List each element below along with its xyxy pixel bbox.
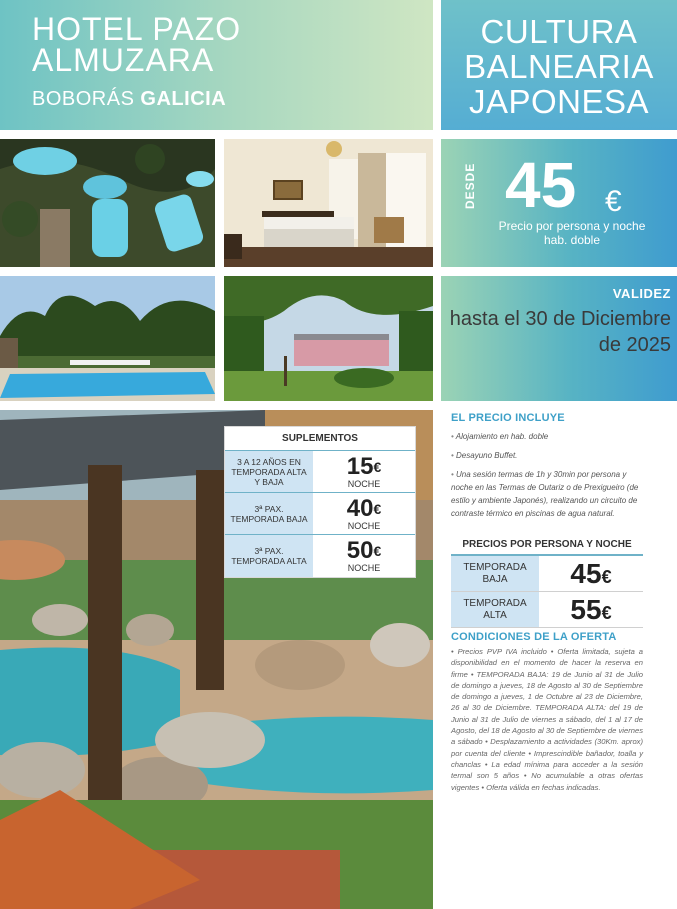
hotel-location [32, 88, 226, 111]
supplement-label: 3 A 12 AÑOS EN TEMPORADA ALTA Y BAJA [225, 451, 313, 492]
supplement-label: 3ª PAX. TEMPORADA ALTA [225, 535, 313, 577]
location-region: GALICIA [140, 88, 227, 110]
price-description: Precio por persona y noche hab. doble [498, 219, 646, 247]
supplements-title: SUPLEMENTOS [225, 427, 415, 451]
supplement-row [225, 451, 415, 493]
supplement-unit: NOCHE [347, 563, 381, 573]
location-town: BOBORÁS [32, 88, 135, 110]
culture-header [441, 0, 677, 130]
supplement-price [313, 451, 415, 492]
supplement-unit: NOCHE [347, 521, 381, 531]
supplement-amount: 40 [346, 495, 374, 522]
supplement-currency: € [373, 459, 382, 475]
validity-box [441, 276, 677, 401]
season-label: TEMPORADA ALTA [451, 592, 539, 627]
conditions-title: CONDICIONES DE LA OFERTA [451, 631, 617, 643]
validity-label: VALIDEZ [612, 286, 671, 301]
supplement-price [313, 535, 415, 577]
validity-text: hasta el 30 de Diciembre de 2025 [449, 308, 671, 356]
includes-title: EL PRECIO INCLUYE [451, 412, 565, 424]
hotel-room-photo [224, 139, 433, 267]
price-row [451, 556, 643, 592]
supplements-table [224, 426, 416, 578]
season-price [539, 556, 643, 591]
price-box [441, 139, 677, 267]
supplement-amount: 50 [346, 537, 374, 564]
includes-list [451, 430, 646, 526]
hotel-header [0, 0, 433, 130]
season-price [539, 592, 643, 627]
includes-item: • Desayuno Buffet. [451, 449, 646, 462]
supplement-unit: NOCHE [347, 479, 381, 489]
price-amount: 45 [505, 149, 577, 221]
price-row [451, 592, 643, 628]
prices-table-title: PRECIOS POR PERSONA Y NOCHE [451, 536, 643, 556]
includes-item: • Alojamiento en hab. doble [451, 430, 646, 443]
aerial-pools-photo [0, 139, 215, 267]
includes-item: • Una sesión termas de 1h y 30min por persona y noche en las Termas de Outariz o de Prexigueiro (de estilo y ambiente Japonés), realizando un circuito de contraste térmico en piscinas de agua natural. [451, 468, 646, 520]
price-from-label: DESDE [463, 162, 477, 209]
price-currency: € [605, 185, 622, 218]
pazo-garden-photo [224, 276, 433, 401]
season-label: TEMPORADA BAJA [451, 556, 539, 591]
supplement-price [313, 493, 415, 534]
supplement-amount: 15 [346, 453, 374, 480]
outdoor-pool-photo [0, 276, 215, 401]
season-amount: 45 [570, 558, 602, 589]
supplement-currency: € [373, 543, 382, 559]
culture-title: CULTURA BALNEARIA JAPONESA [464, 13, 654, 120]
supplement-row [225, 535, 415, 577]
prices-table [451, 536, 643, 628]
hotel-title: HOTEL PAZO ALMUZARA [32, 11, 242, 78]
season-amount: 55 [570, 594, 602, 625]
season-currency: € [601, 567, 612, 587]
conditions-text: • Precios PVP IVA incluido • Oferta limitada, sujeta a disponibilidad en el momento de hacer la reserva en firme • TEMPORADA BAJA: 19 de Junio al 31 de Julio de domingo a jueves, 18 de Agosto al 30 de Septiembre de domingo a jueves, 1 de Octubre al 23 de Diciembre, 26 al 30 de Diciembre. TEMPORADA ALTA: del 19 de Junio al 31 de Julio de viernes a sábado, del 1 al 17 de Agosto, del 18 de Agosto al 30 de Septiembre de viernes a sábado • Desplazamiento a actividades (30Km. aprox) por cuenta del cliente • Imprescindible bañador, toalla y chanclas • La edad mínima para acceder a la sesión termal son 5 años • No acumulable a otras ofertas vigentes • Oferta válida en fechas indicadas. [451, 647, 643, 792]
supplement-label: 3ª PAX. TEMPORADA BAJA [225, 493, 313, 534]
supplement-currency: € [373, 501, 382, 517]
supplement-row [225, 493, 415, 535]
season-currency: € [601, 603, 612, 623]
